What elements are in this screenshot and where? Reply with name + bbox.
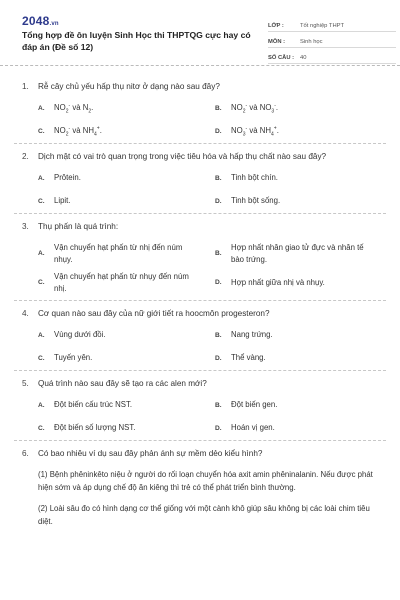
formula-subscript: 2 xyxy=(65,108,69,115)
formula-superscript: - xyxy=(245,102,248,109)
formula-subscript: 4 xyxy=(94,131,97,138)
question-text: Có bao nhiêu ví dụ sau đây phản ánh sự mềm dẻo kiểu hình? xyxy=(38,449,263,458)
option-letter: A. xyxy=(38,105,45,112)
question-header xyxy=(22,308,378,320)
answer-option-d[interactable] xyxy=(215,422,378,435)
answer-option-b[interactable] xyxy=(215,242,378,265)
option-text xyxy=(231,125,378,137)
answer-option-b[interactable] xyxy=(215,399,378,412)
logo-suffix: .vn xyxy=(49,21,59,27)
formula-superscript: - xyxy=(274,102,276,109)
question-list xyxy=(16,74,384,543)
option-letter: B. xyxy=(215,105,222,112)
answer-options xyxy=(22,242,378,294)
option-text: Hợp nhất nhân giao tử đực và nhân tế bào trứng. xyxy=(231,243,364,264)
option-letter: D. xyxy=(215,127,222,135)
option-letter: A. xyxy=(38,402,45,409)
option-text: Hoán vị gen. xyxy=(231,422,275,432)
answer-option-c[interactable] xyxy=(38,195,201,208)
answer-option-d[interactable] xyxy=(215,271,378,294)
answer-option-d[interactable] xyxy=(215,195,378,208)
answer-option-c[interactable] xyxy=(38,125,201,138)
formula-part: và NH xyxy=(247,125,271,135)
option-text: Tinh bột sống. xyxy=(231,195,281,205)
option-letter: A. xyxy=(38,175,45,182)
answer-option-d[interactable] xyxy=(215,352,378,365)
answer-options xyxy=(22,329,378,364)
formula-part: NO xyxy=(54,103,66,112)
meta-row-class xyxy=(268,16,396,32)
answer-option-a[interactable] xyxy=(38,242,201,265)
question-text: Thụ phấn là quá trình: xyxy=(38,222,119,231)
question-header xyxy=(22,221,378,233)
document-meta xyxy=(268,16,396,64)
question-text: Quá trình nào sau đây sẽ tạo ra các alen mới? xyxy=(38,379,207,388)
option-text xyxy=(54,102,201,114)
answer-options xyxy=(22,172,378,207)
question-2 xyxy=(16,144,384,213)
option-text: Thể vàng. xyxy=(231,352,266,362)
option-letter: B. xyxy=(215,175,222,182)
statement-item: (2) Loài sâu đo có hình dạng cơ thể giống với một cành khô giúp sâu không bị các loài chim tiêu diệt. xyxy=(38,504,370,526)
option-letter: A. xyxy=(38,250,45,258)
meta-row-subject xyxy=(268,32,396,48)
site-logo[interactable] xyxy=(22,14,59,28)
meta-label: LỚP : xyxy=(268,23,284,29)
answer-option-a[interactable] xyxy=(38,102,201,115)
option-letter: C. xyxy=(38,279,45,287)
question-number: 5. xyxy=(22,379,29,388)
formula-part: NO xyxy=(231,103,243,112)
question-4 xyxy=(16,301,384,370)
formula-superscript: - xyxy=(68,124,71,131)
question-number: 4. xyxy=(22,309,29,318)
formula-part: NO xyxy=(54,125,66,135)
question-header xyxy=(22,378,378,390)
answer-option-a[interactable] xyxy=(38,172,201,185)
formula-superscript: - xyxy=(68,102,71,109)
formula-subscript: 2 xyxy=(88,108,92,115)
option-letter: C. xyxy=(38,127,45,135)
option-letter: D. xyxy=(215,354,222,362)
meta-value: 40 xyxy=(300,55,307,61)
statement-item: (1) Bệnh phêninkêto niệu ở người do rối loạn chuyển hóa axit amin phêninalanin. Nếu được phát hiện sớm và áp dụng chế độ ăn kiêng thì trẻ có thể phát triển bình thường. xyxy=(38,470,373,492)
option-text xyxy=(231,102,378,114)
option-letter: D. xyxy=(215,424,222,432)
formula-part: và NH xyxy=(70,125,94,135)
formula-part: và NO xyxy=(247,103,272,112)
formula-subscript: 3 xyxy=(271,108,275,115)
question-1 xyxy=(16,74,384,143)
option-letter: D. xyxy=(215,197,222,205)
question-5 xyxy=(16,371,384,440)
answer-option-c[interactable] xyxy=(38,352,201,365)
document-title: Tổng hợp đề ôn luyện Sinh Học thi THPTQG cực hay có đáp án (Đề số 12) xyxy=(22,30,251,52)
meta-label: SỐ CÂU : xyxy=(268,55,295,61)
formula-part: NO xyxy=(231,125,243,135)
answer-option-c[interactable] xyxy=(38,271,201,294)
option-text: Lipit. xyxy=(54,195,71,205)
question-text: Dịch mật có vai trò quan trọng trong việc tiêu hóa và hấp thụ chất nào sau đây? xyxy=(38,152,327,161)
question-number: 3. xyxy=(22,222,29,231)
meta-row-question-count xyxy=(268,48,396,64)
option-text: Vùng dưới đồi. xyxy=(54,330,106,339)
option-letter: C. xyxy=(38,424,45,432)
option-text: Đột biến gen. xyxy=(231,400,278,409)
answer-option-b[interactable] xyxy=(215,102,378,115)
question-text: Rễ cây chủ yếu hấp thụ nitơ ở dạng nào sau đây? xyxy=(38,82,220,91)
option-letter: B. xyxy=(215,250,222,258)
option-text: Vận chuyển hạt phấn từ nhụy đến núm nhị. xyxy=(54,272,189,293)
option-text: Nang trứng. xyxy=(231,330,273,339)
question-statements xyxy=(22,469,378,528)
option-letter: C. xyxy=(38,354,45,362)
option-text: Vận chuyển hạt phấn từ nhị đến núm nhụy. xyxy=(54,243,183,264)
header-divider xyxy=(0,65,400,66)
option-letter: B. xyxy=(215,402,222,409)
option-letter: D. xyxy=(215,279,222,287)
answer-option-a[interactable] xyxy=(38,399,201,412)
answer-option-c[interactable] xyxy=(38,422,201,435)
question-number: 2. xyxy=(22,152,29,161)
formula-superscript: + xyxy=(273,124,277,131)
answer-options xyxy=(22,399,378,434)
answer-option-a[interactable] xyxy=(38,329,201,342)
question-text: Cơ quan nào sau đây của nữ giới tiết ra hoocmôn progesteron? xyxy=(38,309,270,318)
option-letter: A. xyxy=(38,332,45,339)
option-text: Tuyến yên. xyxy=(54,352,93,362)
formula-part: . xyxy=(275,103,279,112)
formula-part: và N xyxy=(70,103,89,112)
formula-superscript: + xyxy=(96,124,100,131)
meta-value: Sinh học xyxy=(300,39,323,45)
formula-part: . xyxy=(91,103,94,112)
question-number: 6. xyxy=(22,449,29,458)
formula-subscript: 2 xyxy=(65,131,69,138)
question-header xyxy=(22,151,378,163)
option-text xyxy=(54,125,201,137)
formula-subscript: 3 xyxy=(242,131,246,138)
option-text: Prôtein. xyxy=(54,173,81,182)
answer-option-b[interactable] xyxy=(215,172,378,185)
answer-option-b[interactable] xyxy=(215,329,378,342)
meta-label: MÔN : xyxy=(268,39,286,45)
meta-value: Tốt nghiệp THPT xyxy=(300,23,345,29)
question-3 xyxy=(16,214,384,300)
question-6 xyxy=(16,441,384,543)
option-letter: C. xyxy=(38,197,45,205)
question-header xyxy=(22,448,378,460)
question-number: 1. xyxy=(22,82,29,91)
formula-part: . xyxy=(99,125,102,135)
formula-superscript: - xyxy=(245,124,248,131)
option-text: Đột biến số lượng NST. xyxy=(54,422,136,432)
logo-text: 2048 xyxy=(22,14,50,28)
page-header xyxy=(16,14,384,76)
option-letter: B. xyxy=(215,332,222,339)
answer-options xyxy=(22,102,378,137)
formula-part: . xyxy=(276,125,279,135)
formula-subscript: 2 xyxy=(242,108,246,115)
formula-subscript: 4 xyxy=(271,131,274,138)
option-text: Đột biến cấu trúc NST. xyxy=(54,400,133,409)
option-text: Tinh bột chín. xyxy=(231,173,278,182)
option-text: Hợp nhất giữa nhị và nhụy. xyxy=(231,277,325,287)
question-header xyxy=(22,81,378,93)
answer-option-d[interactable] xyxy=(215,125,378,138)
